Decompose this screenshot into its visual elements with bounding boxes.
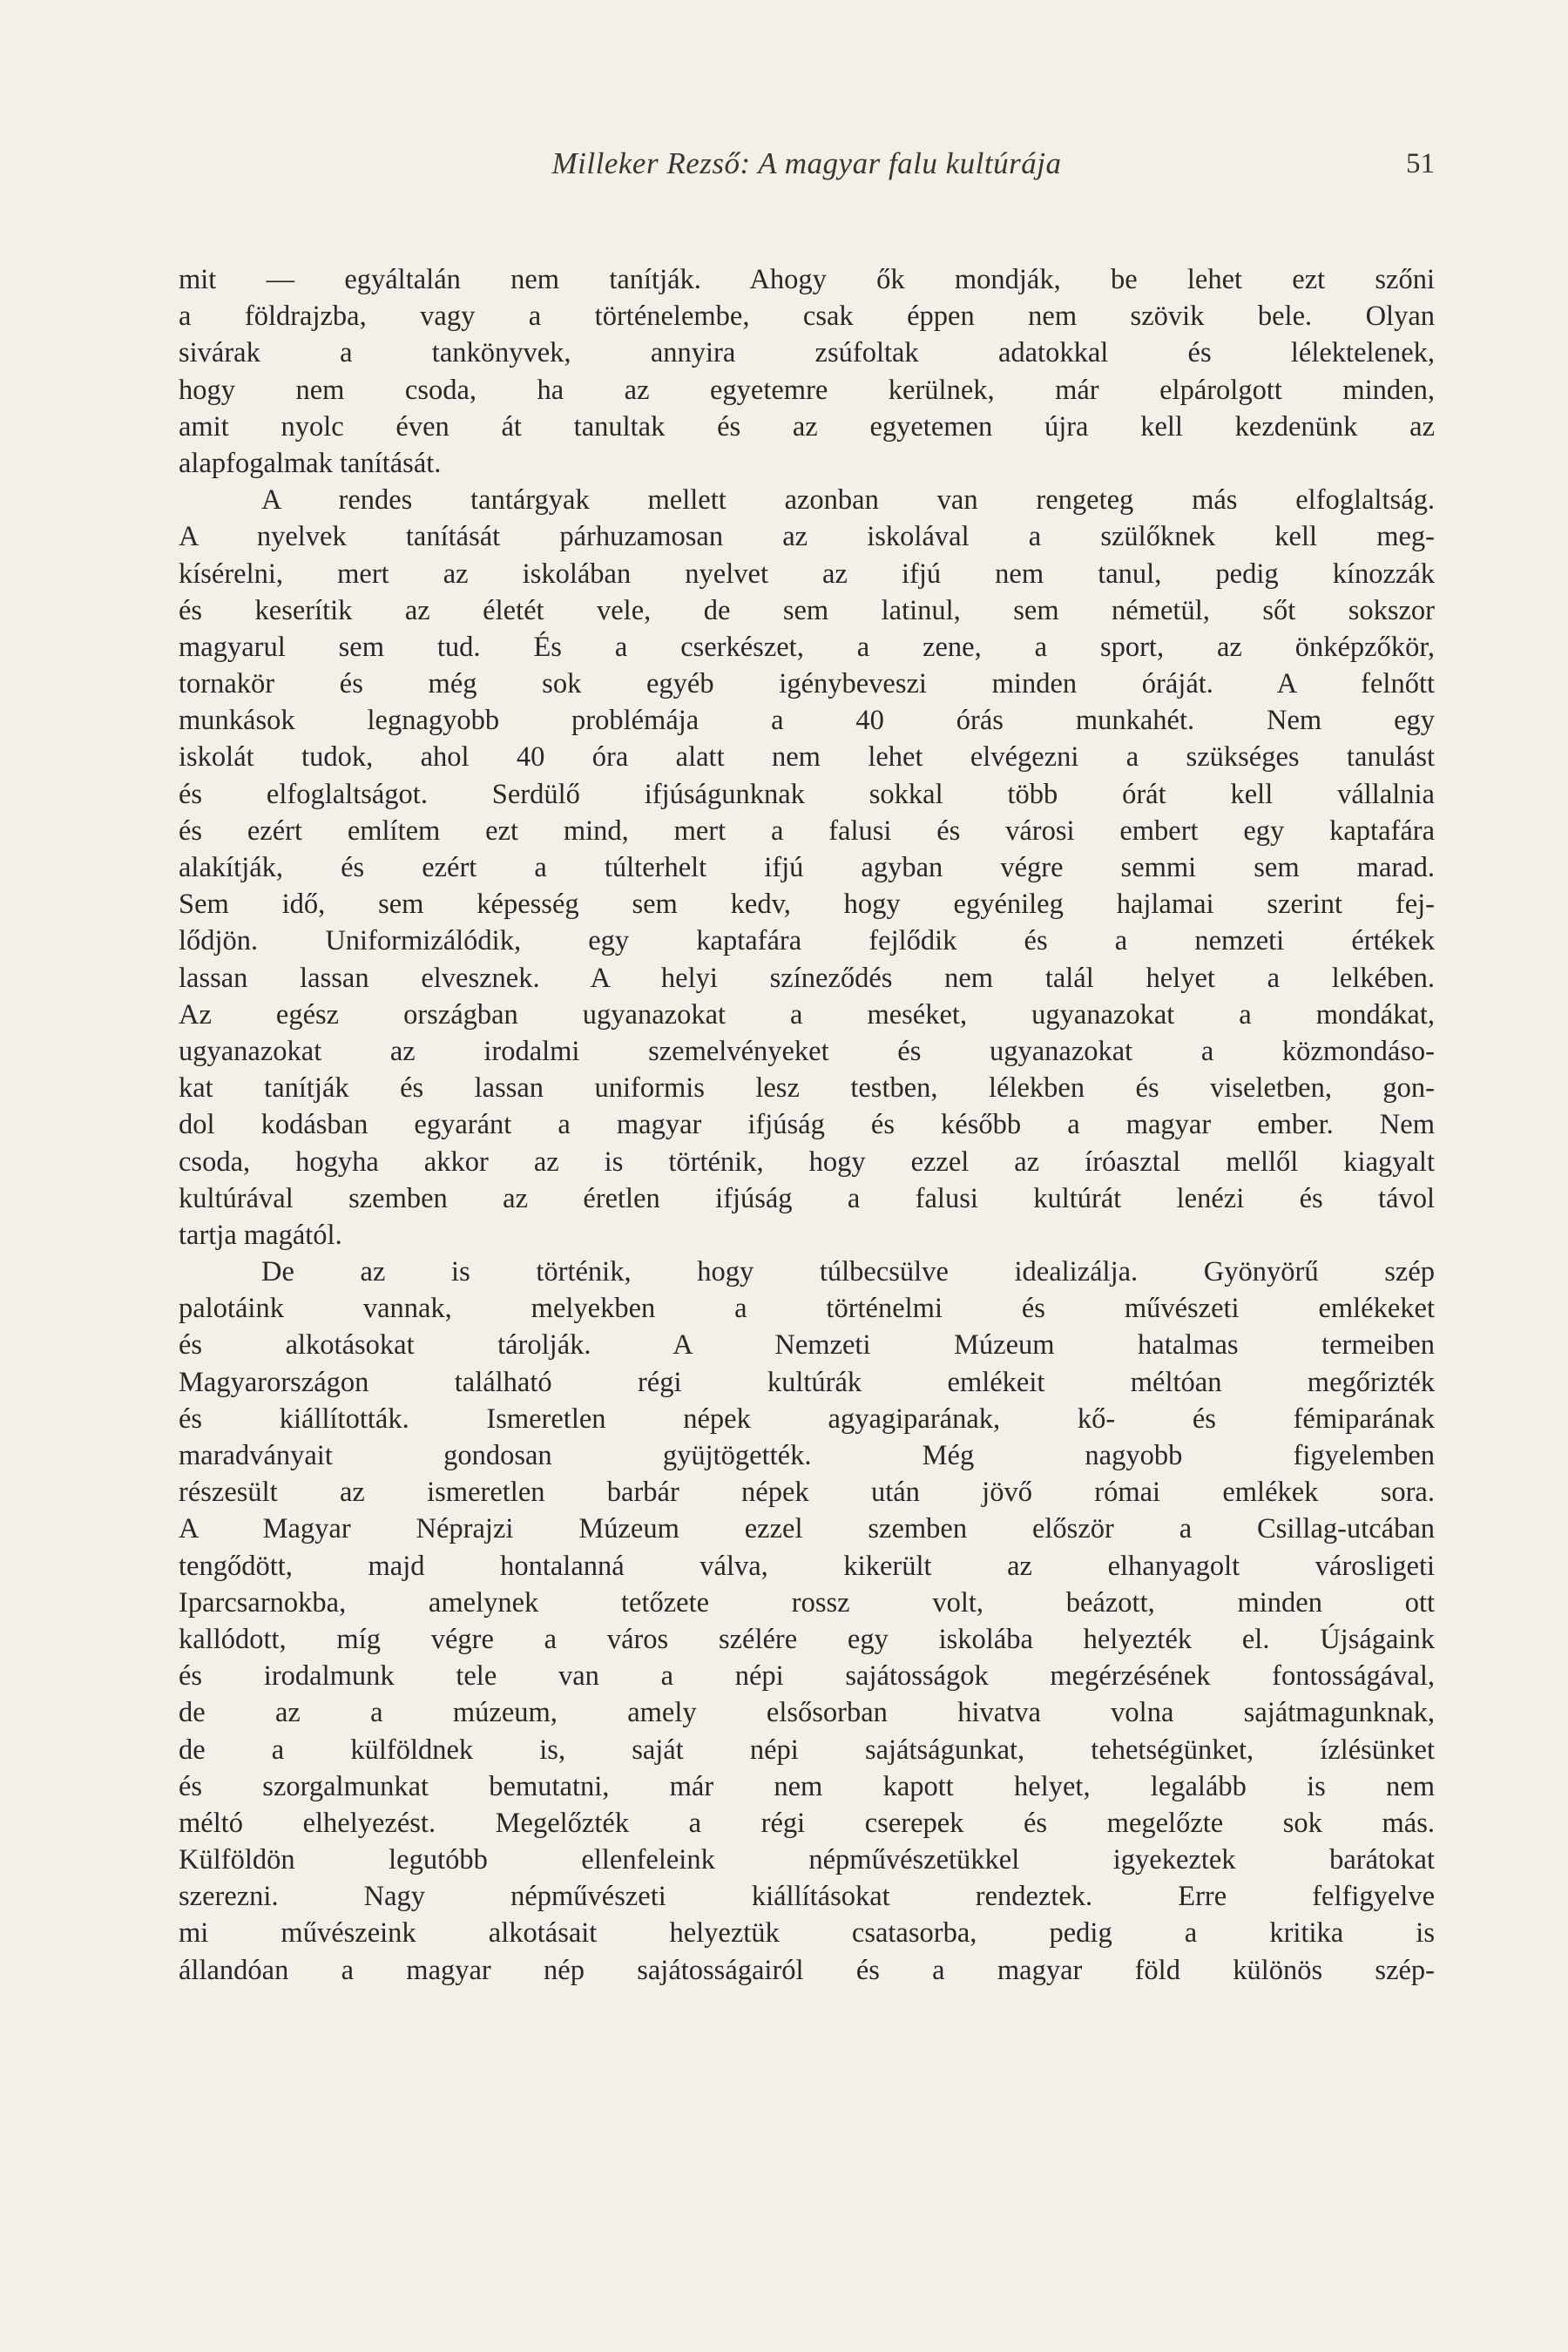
text-line: részesült az ismeretlen barbár népek után jövő római emlékek sora. — [179, 1477, 1435, 1509]
text-line: lődjön. Uniformizálódik, egy kaptafára fejlődik és a nemzeti értékek — [179, 925, 1435, 957]
text-line: Külföldön legutóbb ellenfeleink népművészetükkel igyekeztek barátokat — [179, 1844, 1435, 1876]
text-line: A Magyar Néprajzi Múzeum ezzel szemben először a Csillag-utcában — [179, 1513, 1435, 1545]
text-line: alapfogalmak tanítását. — [179, 447, 442, 479]
text-line: palotáink vannak, melyekben a történelmi és művészeti emlékeket — [179, 1293, 1435, 1325]
text-line: méltó elhelyezést. Megelőzték a régi cserepek és megelőzte sok más. — [179, 1807, 1435, 1839]
text-line: de az a múzeum, amely elsősorban hivatva volna sajátmagunknak, — [179, 1697, 1435, 1729]
text-line: A nyelvek tanítását párhuzamosan az iskolával a szülőknek kell meg- — [179, 521, 1435, 553]
text-line: munkások legnagyobb problémája a 40 órás munkahét. Nem egy — [179, 705, 1435, 737]
text-line: és elfoglaltságot. Serdülő ifjúságunknak sokkal több órát kell vállalnia — [179, 778, 1435, 810]
running-title: Milleker Rezső: A magyar falu kultúrája — [551, 146, 1062, 180]
text-line: Magyarországon található régi kultúrák emlékeit méltóan megőrizték — [179, 1366, 1435, 1398]
text-line: kallódott, míg végre a város szélére egy iskolába helyezték el. Újságaink — [179, 1623, 1435, 1655]
text-line: tengődött, majd hontalanná válva, kikerült az elhanyagolt városligeti — [179, 1550, 1435, 1582]
text-line: A rendes tantárgyak mellett azonban van rengeteg más elfoglaltság. — [261, 484, 1435, 517]
text-line: iskolát tudok, ahol 40 óra alatt nem lehet elvégezni a szükséges tanulást — [179, 741, 1435, 774]
page-number: 51 — [1406, 148, 1435, 179]
text-line: szerezni. Nagy népművészeti kiállításokat rendeztek. Erre felfigyelve — [179, 1881, 1435, 1913]
text-line: tartja magától. — [179, 1219, 342, 1251]
text-line: mi művészeink alkotásait helyeztük csatasorba, pedig a kritika is — [179, 1917, 1435, 1950]
text-line: ugyanazokat az irodalmi szemelvényeket és ugyanazokat a közmondáso- — [179, 1035, 1435, 1067]
text-line: és ezért említem ezt mind, mert a falusi és városi embert egy kaptafára — [179, 814, 1435, 847]
text-line: és kiállították. Ismeretlen népek agyagiparának, kő- és fémiparának — [179, 1402, 1435, 1435]
text-line: és alkotásokat tárolják. A Nemzeti Múzeum hatalmas termeiben — [179, 1329, 1435, 1362]
text-line: kat tanítják és lassan uniformis lesz testben, lélekben és viseletben, gon- — [179, 1072, 1435, 1105]
text-line: magyarul sem tud. És a cserkészet, a zene, a sport, az önképzőkör, — [179, 631, 1435, 663]
text-line: amit nyolc éven át tanultak és az egyetemen újra kell kezdenünk az — [179, 410, 1435, 443]
text-line: tornakör és még sok egyéb igénybeveszi minden óráját. A felnőtt — [179, 668, 1435, 700]
text-line: és irodalmunk tele van a népi sajátosságok megérzésének fontosságával, — [179, 1660, 1435, 1693]
text-line: maradványait gondosan gyüjtögették. Még nagyobb figyelemben — [179, 1440, 1435, 1471]
text-line: dol kodásban egyaránt a magyar ifjúság és később a magyar ember. Nem — [179, 1109, 1435, 1141]
text-line: Iparcsarnokba, amelynek tetőzete rossz volt, beázott, minden ott — [179, 1586, 1435, 1619]
text-line: kísérelni, mert az iskolában nyelvet az ifjú nem tanul, pedig kínozzák — [179, 558, 1435, 590]
text-line: de a külföldnek is, saját népi sajátságunkat, tehetségünket, ízlésünket — [179, 1734, 1435, 1766]
text-line: De az is történik, hogy túlbecsülve idealizálja. Gyönyörű szép — [261, 1256, 1435, 1288]
text-line: állandóan a magyar nép sajátosságairól és a magyar föld különös szép- — [179, 1954, 1435, 1986]
text-line: sivárak a tankönyvek, annyira zsúfoltak adatokkal és lélektelenek, — [179, 337, 1435, 369]
text-line: mit — egyáltalán nem tanítják. Ahogy ők mondják, be lehet ezt szőni — [179, 264, 1435, 295]
text-line: Az egész országban ugyanazokat a meséket, ugyanazokat a mondákat, — [179, 998, 1435, 1031]
text-line: a földrajzba, vagy a történelembe, csak éppen nem szövik bele. Olyan — [179, 301, 1435, 333]
text-line: alakítják, és ezért a túlterhelt ifjú agyban végre semmi sem marad. — [179, 852, 1435, 883]
text-line: és szorgalmunkat bemutatni, már nem kapott helyet, legalább is nem — [179, 1770, 1435, 1802]
text-line: kultúrával szemben az éretlen ifjúság a falusi kultúrát lenézi és távol — [179, 1182, 1435, 1214]
text-line: lassan lassan elvesznek. A helyi színeződés nem talál helyet a lelkében. — [179, 962, 1435, 994]
running-head — [179, 146, 1435, 199]
text-line: csoda, hogyha akkor az is történik, hogy ezzel az íróasztal mellől kiagyalt — [179, 1146, 1435, 1178]
text-line: hogy nem csoda, ha az egyetemre kerülnek, már elpárolgott minden, — [179, 374, 1435, 406]
body-text — [179, 261, 1435, 1989]
text-line: Sem idő, sem képesség sem kedv, hogy egyénileg hajlamai szerint fej- — [179, 889, 1435, 921]
text-line: és keserítik az életét vele, de sem latinul, sem németül, sőt sokszor — [179, 594, 1435, 626]
